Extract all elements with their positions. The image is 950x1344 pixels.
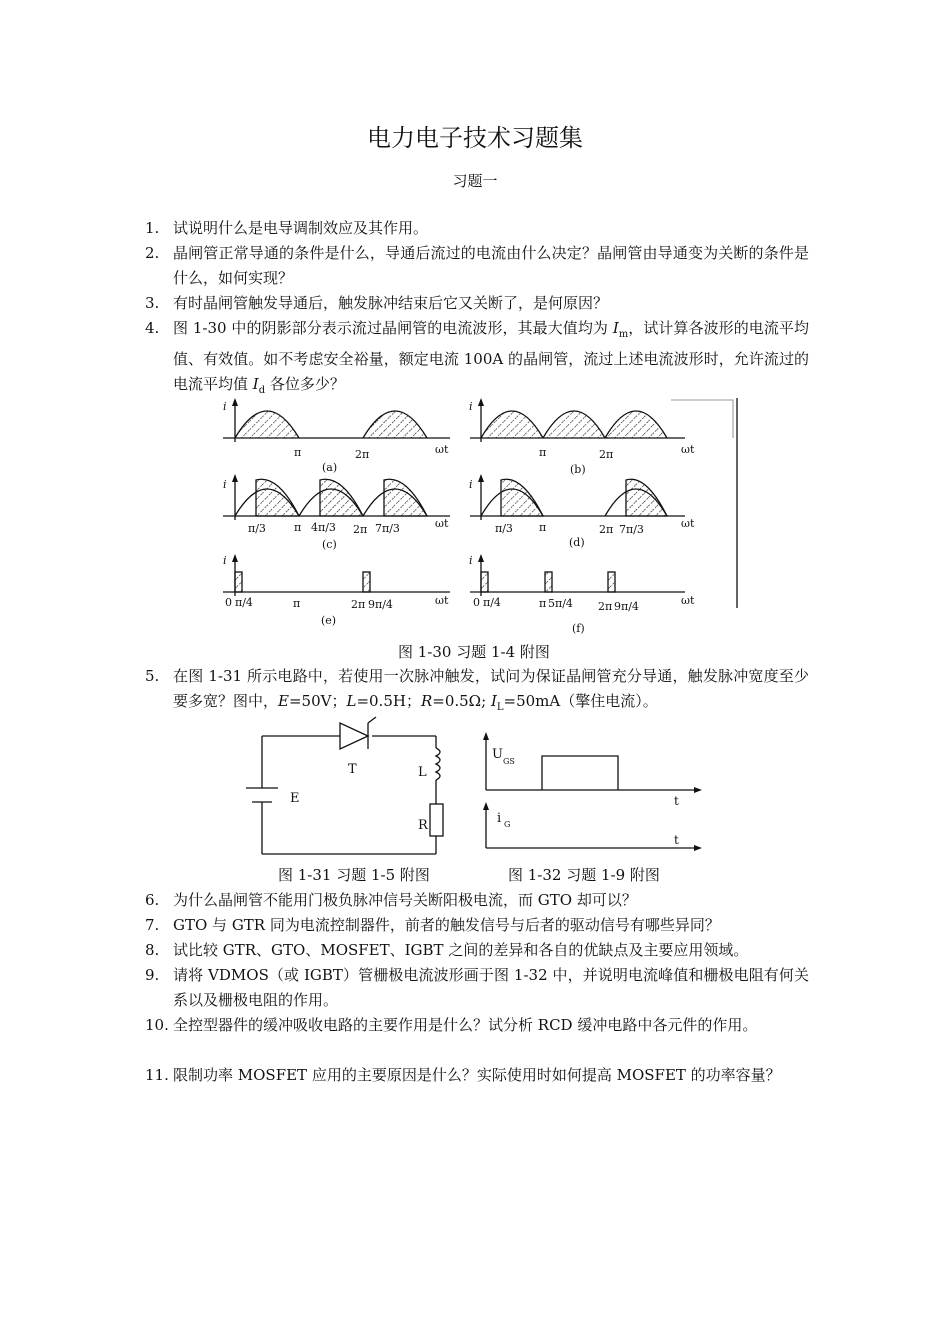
question-number: 8. <box>145 941 160 959</box>
svg-text:(e): (e) <box>321 614 337 627</box>
question-text: 试说明什么是电导调制效应及其作用。 <box>173 219 429 237</box>
question-number: 1. <box>145 219 160 237</box>
svg-text:(a): (a) <box>322 461 338 474</box>
figure-1-30 <box>215 396 745 636</box>
svg-text:7π/3: 7π/3 <box>619 523 644 536</box>
question-number: 7. <box>145 916 160 934</box>
svg-text:π/4: π/4 <box>483 596 501 609</box>
svg-text:π: π <box>539 521 547 534</box>
question-text: 有时晶闸管触发导通后，触发脉冲结束后它又关断了，是何原因？ <box>173 294 609 312</box>
figure-1-30-caption: 图 1-30 习题 1-4 附图 <box>398 643 550 661</box>
svg-text:π/4: π/4 <box>235 596 253 609</box>
svg-text:0: 0 <box>225 596 232 609</box>
svg-text:π: π <box>293 597 301 610</box>
question-text: 试比较 GTR、GTO、MOSFET、IGBT 之间的差异和各自的优缺点及主要应用领域。 <box>173 941 749 959</box>
svg-text:2π: 2π <box>598 600 613 613</box>
svg-text:U: U <box>492 747 503 762</box>
svg-text:(b): (b) <box>570 463 586 476</box>
svg-text:π/3: π/3 <box>248 522 266 535</box>
svg-text:i: i <box>469 554 473 567</box>
svg-text:ωt: ωt <box>681 517 695 530</box>
figure-1-31-circuit <box>240 716 460 860</box>
question-text: 在图 1-31 所示电路中，若使用一次脉冲触发，试问为保证晶闸管充分导通，触发脉冲宽度至少要多宽？图中，E=50V；L=0.5H；R=0.5Ω; $I_L=50mA$（擎住电流）。 <box>173 667 809 713</box>
figure-1-31-caption: 图 1-31 习题 1-5 附图 <box>278 866 430 884</box>
svg-text:GS: GS <box>503 757 515 766</box>
question-number: 2. <box>145 244 160 262</box>
svg-text:(c): (c) <box>322 538 337 551</box>
svg-text:π: π <box>539 446 547 459</box>
svg-text:5π/4: 5π/4 <box>548 597 573 610</box>
svg-text:i: i <box>469 478 473 491</box>
svg-text:i: i <box>223 554 227 567</box>
figure-1-32-waveform <box>476 730 706 856</box>
svg-text:t: t <box>674 833 679 847</box>
svg-text:E: E <box>290 791 300 806</box>
question-number: 5. <box>145 667 160 685</box>
question-number: 4. <box>145 319 160 337</box>
section-title: 习题一 <box>452 172 498 190</box>
question-6 <box>145 888 809 913</box>
question-text: 为什么晶闸管不能用门极负脉冲信号关断阳极电流，而 GTO 却可以？ <box>173 891 637 909</box>
svg-text:2π: 2π <box>599 523 614 536</box>
svg-text:π: π <box>294 446 302 459</box>
svg-text:π/3: π/3 <box>495 522 513 535</box>
svg-text:9π/4: 9π/4 <box>368 598 393 611</box>
question-number: 10. <box>145 1016 169 1034</box>
question-text: 全控型器件的缓冲吸收电路的主要作用是什么？试分析 RCD 缓冲电路中各元件的作用。 <box>173 1016 758 1034</box>
question-text: 晶闸管正常导通的条件是什么，导通后流过的电流由什么决定？晶闸管由导通变为关断的条件是什么，如何实现？ <box>173 244 809 287</box>
svg-text:2π: 2π <box>599 448 614 461</box>
svg-text:ωt: ωt <box>435 594 449 607</box>
svg-text:0: 0 <box>473 596 480 609</box>
svg-text:2π: 2π <box>355 448 370 461</box>
svg-text:π: π <box>294 521 302 534</box>
question-text: GTO 与 GTR 同为电流控制器件，前者的触发信号与后者的驱动信号有哪些异同？ <box>173 916 720 934</box>
svg-text:2π: 2π <box>353 523 368 536</box>
question-9 <box>145 963 809 1013</box>
svg-text:i: i <box>223 400 227 413</box>
figure-1-32-caption: 图 1-32 习题 1-9 附图 <box>508 866 660 884</box>
svg-text:4π/3: 4π/3 <box>311 521 336 534</box>
document-title: 电力电子技术习题集 <box>367 124 583 152</box>
svg-text:ωt: ωt <box>681 443 695 456</box>
question-number: 6. <box>145 891 160 909</box>
question-2 <box>145 241 809 291</box>
question-5 <box>145 664 809 720</box>
question-1 <box>145 216 809 241</box>
svg-text:(f): (f) <box>572 622 585 635</box>
question-8 <box>145 938 809 963</box>
svg-text:i: i <box>497 811 502 826</box>
question-number: 9. <box>145 966 160 984</box>
question-10 <box>145 1013 809 1038</box>
svg-text:t: t <box>674 794 679 808</box>
question-number: 11. <box>145 1066 169 1084</box>
svg-text:7π/3: 7π/3 <box>375 522 400 535</box>
svg-text:ωt: ωt <box>435 443 449 456</box>
svg-text:L: L <box>418 765 427 780</box>
question-7 <box>145 913 809 938</box>
question-4 <box>145 316 809 403</box>
svg-text:(d): (d) <box>569 536 585 549</box>
svg-text:i: i <box>469 400 473 413</box>
svg-text:R: R <box>418 818 428 833</box>
question-text: 请将 VDMOS（或 IGBT）管栅极电流波形画于图 1-32 中，并说明电流峰值和栅极电阻有何关系以及栅极电阻的作用。 <box>173 966 809 1009</box>
question-3 <box>145 291 809 316</box>
svg-text:T: T <box>348 762 357 777</box>
svg-text:i: i <box>223 478 227 491</box>
question-number: 3. <box>145 294 160 312</box>
svg-text:π: π <box>539 597 547 610</box>
svg-text:9π/4: 9π/4 <box>614 600 639 613</box>
svg-text:2π: 2π <box>351 598 366 611</box>
svg-text:ωt: ωt <box>681 594 695 607</box>
question-text: 图 1-30 中的阴影部分表示流过晶闸管的电流波形，其最大值均为 $I_m$，试计算各波形的电流平均值、有效值。如不考虑安全裕量，额定电流 100A 的晶闸管，流过上述电流波形时，允许流过的电流平均值 $I_d$ 各位多少？ <box>173 319 809 396</box>
question-11 <box>145 1063 809 1088</box>
svg-text:G: G <box>504 820 511 829</box>
question-text: 限制功率 MOSFET 应用的主要原因是什么？实际使用时如何提高 MOSFET 的功率容量？ <box>173 1066 781 1084</box>
svg-text:ωt: ωt <box>435 517 449 530</box>
